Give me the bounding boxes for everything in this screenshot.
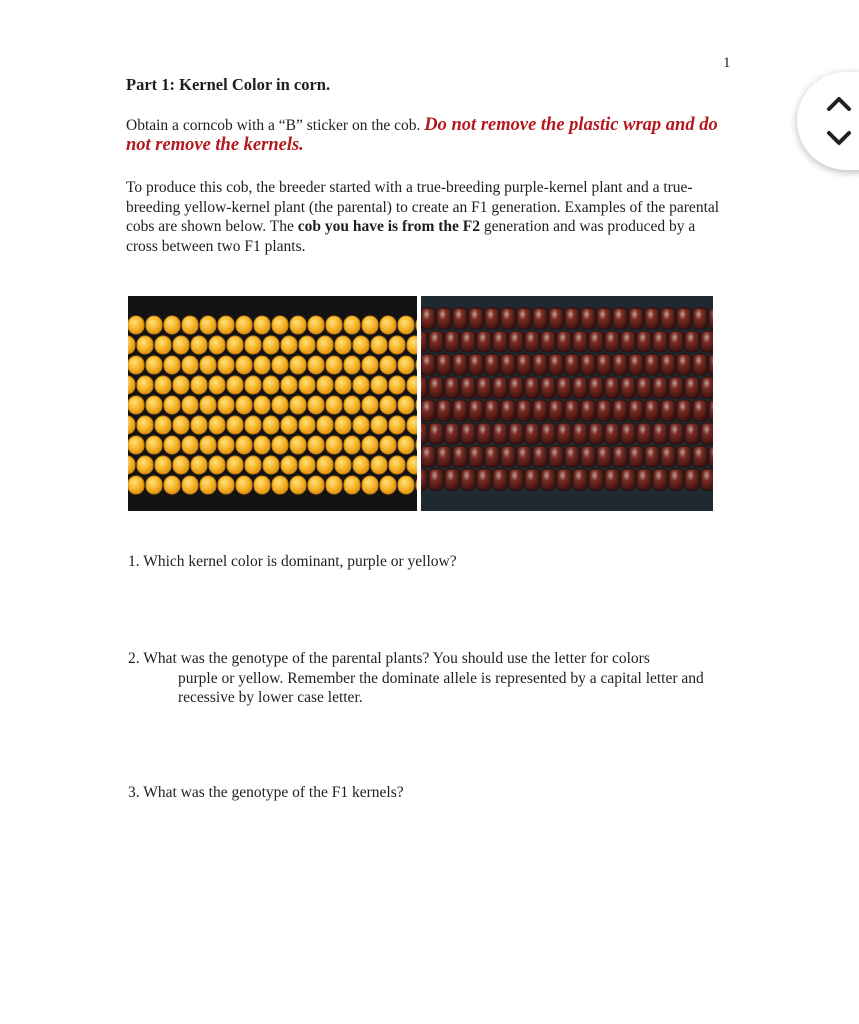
- warning-text: Do not remove the plastic wrap and do not remove the kernels.: [126, 115, 718, 155]
- chevron-down-icon: [826, 130, 852, 146]
- page-navigation: [797, 72, 859, 170]
- question-3: 3. What was the genotype of the F1 kernels?: [128, 784, 404, 801]
- question-1: 1. Which kernel color is dominant, purple or yellow?: [128, 553, 457, 570]
- breeding-text-2: generation and was produced by a cross between two F1 plants.: [126, 218, 696, 255]
- previous-page-button[interactable]: [823, 91, 855, 117]
- question-2-line-1: 2. What was the genotype of the parental plants? You should use the letter for colors: [128, 650, 650, 667]
- page-number: 1: [723, 55, 731, 71]
- next-page-button[interactable]: [823, 125, 855, 151]
- chevron-up-icon: [826, 96, 852, 112]
- breeding-bold-text: cob you have is from the F2: [297, 218, 481, 236]
- intro-paragraph: [126, 116, 736, 155]
- intro-text: Obtain a corncob with a “B” sticker on the cob.: [126, 117, 425, 134]
- question-2: [128, 649, 728, 708]
- purple-corn-photo: [421, 296, 713, 511]
- question-2-continuation: purple or yellow. Remember the dominate allele is represented by a capital letter and recessive by lower case letter.: [178, 669, 704, 707]
- breeding-text-1: To produce this cob, the breeder started with a true-breeding purple-kernel plant and a true-breeding yellow-kernel plant (the parental) to create an F1 generation. Examples of the parental cobs are shown below. The: [126, 179, 720, 236]
- yellow-corn-photo: [128, 296, 417, 511]
- page-heading: Part 1: Kernel Color in corn.: [126, 75, 331, 94]
- breeding-paragraph: [126, 178, 728, 256]
